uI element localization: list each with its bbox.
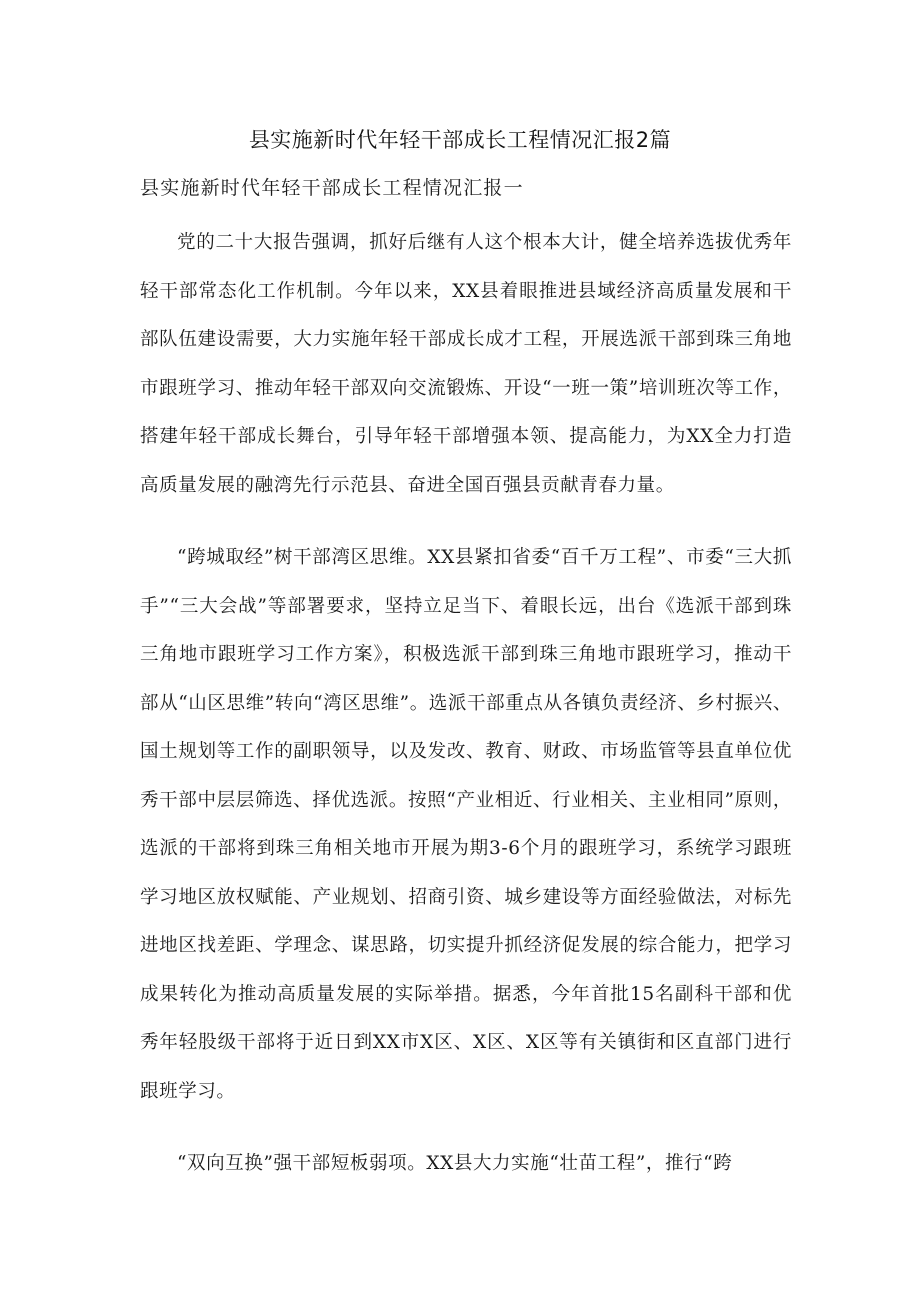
document-body: [140, 219, 792, 1213]
paragraph-cross-city-learning: “跨城取经”树干部湾区思维。XX县紧扣省委“百千万工程”、市委“三大抓手”“三大会战”等部署要求，坚持立足当下、着眼长远，出台《选派干部到珠三角地市跟班学习工作方案》，积极选派干部到珠三角地市跟班学习，推动干部从“山区思维”转向“湾区思维”。选派干部重点从各镇负责经济、乡村振兴、国土规划等工作的副职领导，以及发改、教育、财政、市场监管等县直单位优秀干部中层层筛选、择优选派。按照“产业相近、行业相关、主业相同”原则，选派的干部将到珠三角相关地市开展为期3-6个月的跟班学习，系统学习跟班学习地区放权赋能、产业规划、招商引资、城乡建设等方面经验做法，对标先进地区找差距、学理念、谋思路，切实提升抓经济促发展的综合能力，把学习成果转化为推动高质量发展的实际举措。据悉，今年首批15名副科干部和优秀年轻股级干部将于近日到XX市X区、X区、X区等有关镇街和区直部门进行跟班学习。: [140, 547, 792, 1102]
document-title: 县实施新时代年轻干部成长工程情况汇报2篇: [248, 128, 672, 152]
document-subtitle: 县实施新时代年轻干部成长工程情况汇报一: [140, 177, 524, 199]
paragraph-two-way-exchange: “双向互换”强干部短板弱项。XX县大力实施“壮苗工程”，推行“跨: [177, 1153, 733, 1174]
paragraph-intro: 党的二十大报告强调，抓好后继有人这个根本大计，健全培养选拔优秀年轻干部常态化工作机制。今年以来，XX县着眼推进县域经济高质量发展和干部队伍建设需要，大力实施年轻干部成长成才工程，开展选派干部到珠三角地市跟班学习、推动年轻干部双向交流锻炼、开设“一班一策”培训班次等工作，搭建年轻干部成长舞台，引导年轻干部增强本领、提高能力，为XX全力打造高质量发展的融湾先行示范县、奋进全国百强县贡献青春力量。: [140, 232, 792, 496]
